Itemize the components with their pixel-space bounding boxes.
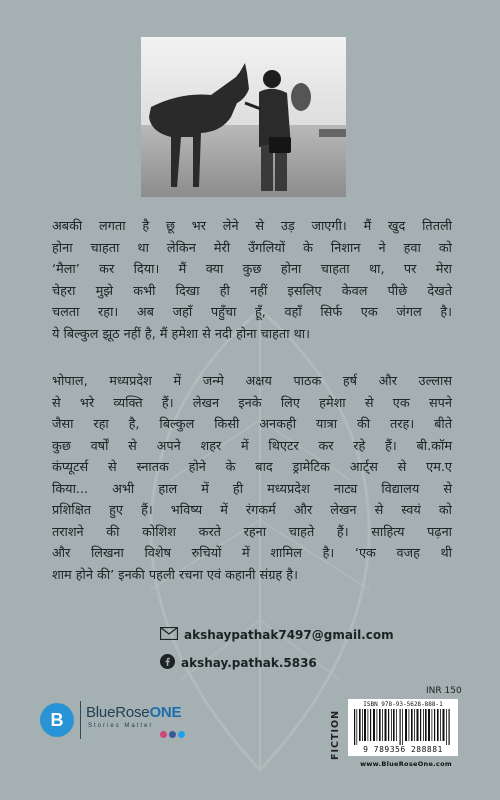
blurb-line: ये बिल्कुल झूठ नहीं है, मैं हमेशा से नदी होना चाहता था। [52, 326, 310, 342]
facebook-small-icon [169, 731, 176, 738]
price-label: INR 150 [426, 686, 462, 696]
facebook-contact[interactable] [160, 654, 317, 672]
bio-line: कंप्यूटर्स से स्नातक होने के बाद ड्रामेटिक आर्ट्स से एम.ए [52, 460, 452, 475]
publisher-name-part1: BlueRose [86, 704, 150, 721]
barcode-bars [354, 709, 452, 745]
publisher-name [86, 704, 181, 721]
author-bio [52, 371, 452, 586]
facebook-handle[interactable]: akshay.pathak.5836 [181, 656, 317, 670]
bio-line: प्रशिक्षित हुए हैं। भविष्य में रंगकर्म और लेखन से स्वयं को [52, 503, 452, 518]
blurb-line: ‘मैला’ कर दिया। मैं क्या कुछ होना चाहता था, पर मेरा [52, 262, 452, 277]
publisher-website[interactable]: www.BlueRoseOne.com [360, 760, 452, 768]
bio-line: किया... अभी हाल में ही मध्यप्रदेश नाट्य विद्यालय से [52, 481, 452, 497]
isbn-number: ISBN 978-93-5628-888-1 [363, 701, 443, 708]
logo-letter: B [50, 709, 64, 730]
envelope-icon [160, 627, 178, 643]
email-contact[interactable] [160, 627, 394, 643]
publisher-logo-icon [40, 703, 74, 737]
bio-line: जैसा रहा है, बिल्कुल किसी अनकही यात्रा की तरह। बीते [52, 417, 452, 432]
blurb-line: होना चाहता था लेकिन मेरी उँगलियों के निशान ने हवा को [52, 240, 452, 256]
bio-line: और लिखना विशेष रुचियों में शामिल है। ‘एक वजह थी [52, 546, 452, 561]
bio-line: शाम होने की’ इनकी पहली रचना एवं कहानी संग्रह है। [52, 567, 298, 583]
instagram-icon [160, 731, 167, 738]
isbn-barcode [348, 699, 458, 756]
blurb-paragraph-1 [52, 216, 452, 345]
author-photo [141, 37, 346, 197]
genre-label: FICTION [330, 709, 341, 760]
barcode-digits: 9 789356 288881 [363, 745, 443, 754]
publisher-tagline: Stories Matter [88, 723, 154, 729]
bio-line: से भरे व्यक्ति हैं। लेखन इनके लिए हमेशा से एक सपने [52, 395, 452, 411]
publisher-name-part2: ONE [149, 704, 182, 721]
blurb-line: चेहरा मुझे कभी दिखा ही नहीं इसलिए केवल पीछे देखते [52, 283, 452, 299]
bio-line: तराशने की कोशिश करते रहना चाहते हैं। साहित्य पढ़ना [52, 524, 452, 540]
twitter-icon [178, 731, 185, 738]
social-icons [160, 731, 185, 738]
blurb-line: अबकी लगता है छू भर लेने से उड़ जाएगी। मैं खुद तितली [52, 219, 452, 234]
facebook-icon [160, 654, 175, 672]
bio-line: भोपाल, मध्यप्रदेश में जन्मे अक्षय पाठक हर्ष और उल्लास [52, 374, 452, 389]
logo-divider [80, 701, 81, 739]
email-address[interactable]: akshaypathak7497@gmail.com [184, 628, 394, 642]
blurb-line: चलता रहा। अब जहाँ पहुँचा हूँ, वहाँ सिर्फ एक जंगल है। [52, 305, 452, 320]
bio-line: कुछ वर्षों से अपने शहर में थिएटर कर रहे हैं। बी.कॉम [52, 438, 452, 454]
